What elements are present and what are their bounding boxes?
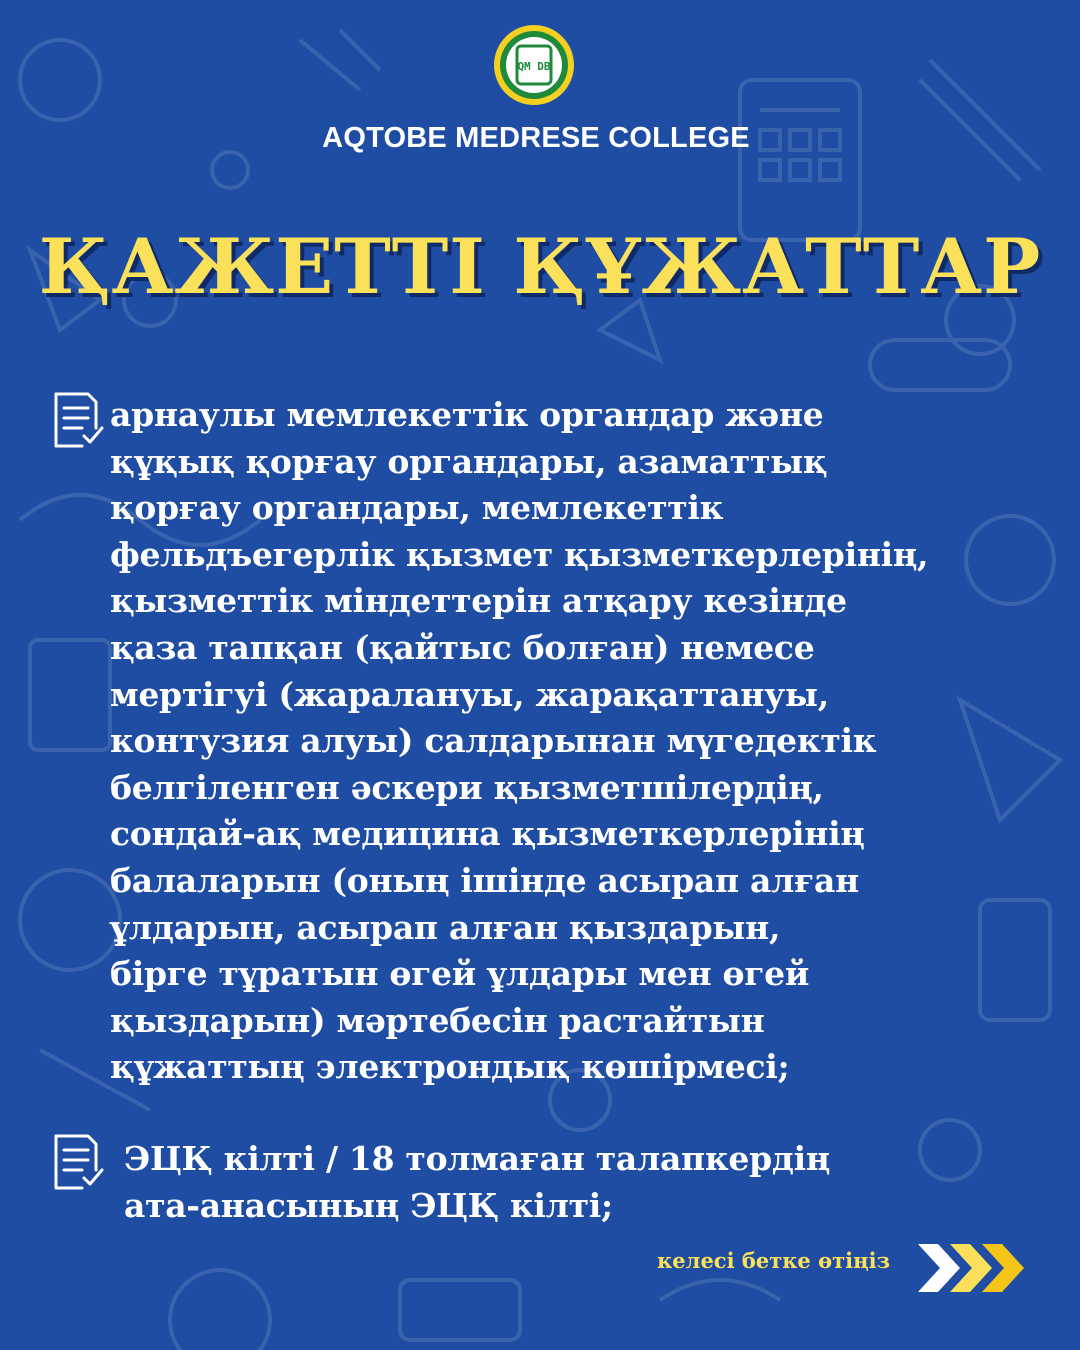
- item-line: балаларын (оның ішінде асырап алған: [110, 860, 859, 900]
- item-line: бірге тұратын өгей ұлдары мен өгей: [110, 954, 810, 994]
- logo-text: QM DB: [517, 60, 551, 73]
- item-line: құқық қорғау органдары, азаматтық: [110, 441, 828, 481]
- next-page-label: келесі бетке өтіңіз: [657, 1248, 890, 1273]
- item-line: фельдъегерлік қызмет қызметкерлерінің,: [110, 534, 929, 574]
- item-line: ЭЦҚ кілті / 18 толмаған талапкердің: [124, 1139, 830, 1178]
- item-line: құжаттың электрондық көшірмесі;: [110, 1047, 790, 1087]
- item-line: арнаулы мемлекеттік органдар және: [110, 395, 824, 434]
- document-item-1: [110, 392, 928, 1091]
- document-check-icon: [52, 1132, 106, 1192]
- document-check-icon: [52, 390, 106, 450]
- college-logo: [493, 24, 575, 106]
- item-line: қызметтік міндеттерін атқару кезінде: [110, 581, 847, 621]
- item-line: контузия алуы) салдарынан мүгедектік: [110, 721, 877, 761]
- page-title: ҚАЖЕТТІ ҚҰЖАТТАР: [38, 222, 1042, 311]
- item-line: қорғау органдары, мемлекеттік: [110, 488, 724, 528]
- item-line: қыздарын) мәртебесін растайтын: [110, 1000, 765, 1040]
- chevrons-right-icon[interactable]: [916, 1240, 1028, 1296]
- document-item-2: [124, 1136, 830, 1229]
- college-name: AQTOBE MEDRESE COLLEGE: [322, 122, 750, 154]
- item-line: ата-анасының ЭЦҚ кілті;: [124, 1185, 613, 1225]
- item-line: мертігуі (жаралануы, жарақаттануы,: [110, 674, 829, 714]
- item-line: сондай-ақ медицина қызметкерлерінің: [110, 814, 865, 854]
- item-line: қаза тапқан (қайтыс болған) немесе: [110, 627, 815, 667]
- item-line: ұлдарын, асырап алған қыздарын,: [110, 907, 781, 947]
- item-line: белгіленген әскери қызметшілердің,: [110, 767, 824, 807]
